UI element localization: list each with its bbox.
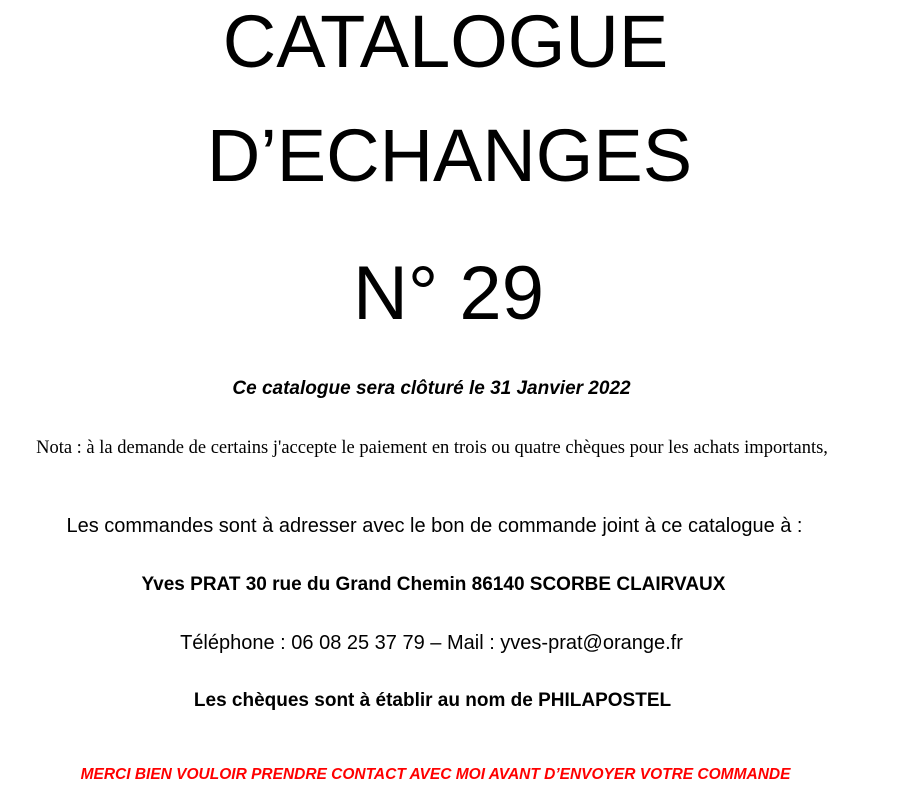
nota-text: Nota : à la demande de certains j'accepte le paiement en trois ou quatre chèques pour les achats importants,: [36, 438, 828, 458]
contact-before-order-notice: MERCI BIEN VOULOIR PRENDRE CONTACT AVEC MOI AVANT D’ENVOYER VOTRE COMMANDE: [80, 766, 791, 783]
catalogue-title-line1: CATALOGUE: [222, 0, 669, 83]
contact-details-text: Téléphone : 06 08 25 37 79 – Mail : yves-prat@orange.fr: [180, 632, 683, 654]
postal-address-text: Yves PRAT 30 rue du Grand Chemin 86140 SCORBE CLAIRVAUX: [141, 574, 726, 595]
catalogue-number: N° 29: [353, 251, 544, 336]
closing-date-text: Ce catalogue sera clôturé le 31 Janvier 2022: [232, 378, 631, 399]
cheques-payee-text: Les chèques sont à établir au nom de PHILAPOSTEL: [193, 690, 672, 711]
orders-instructions-text: Les commandes sont à adresser avec le bon de commande joint à ce catalogue à :: [66, 515, 803, 537]
catalogue-title-line2: D’ECHANGES: [206, 114, 693, 197]
